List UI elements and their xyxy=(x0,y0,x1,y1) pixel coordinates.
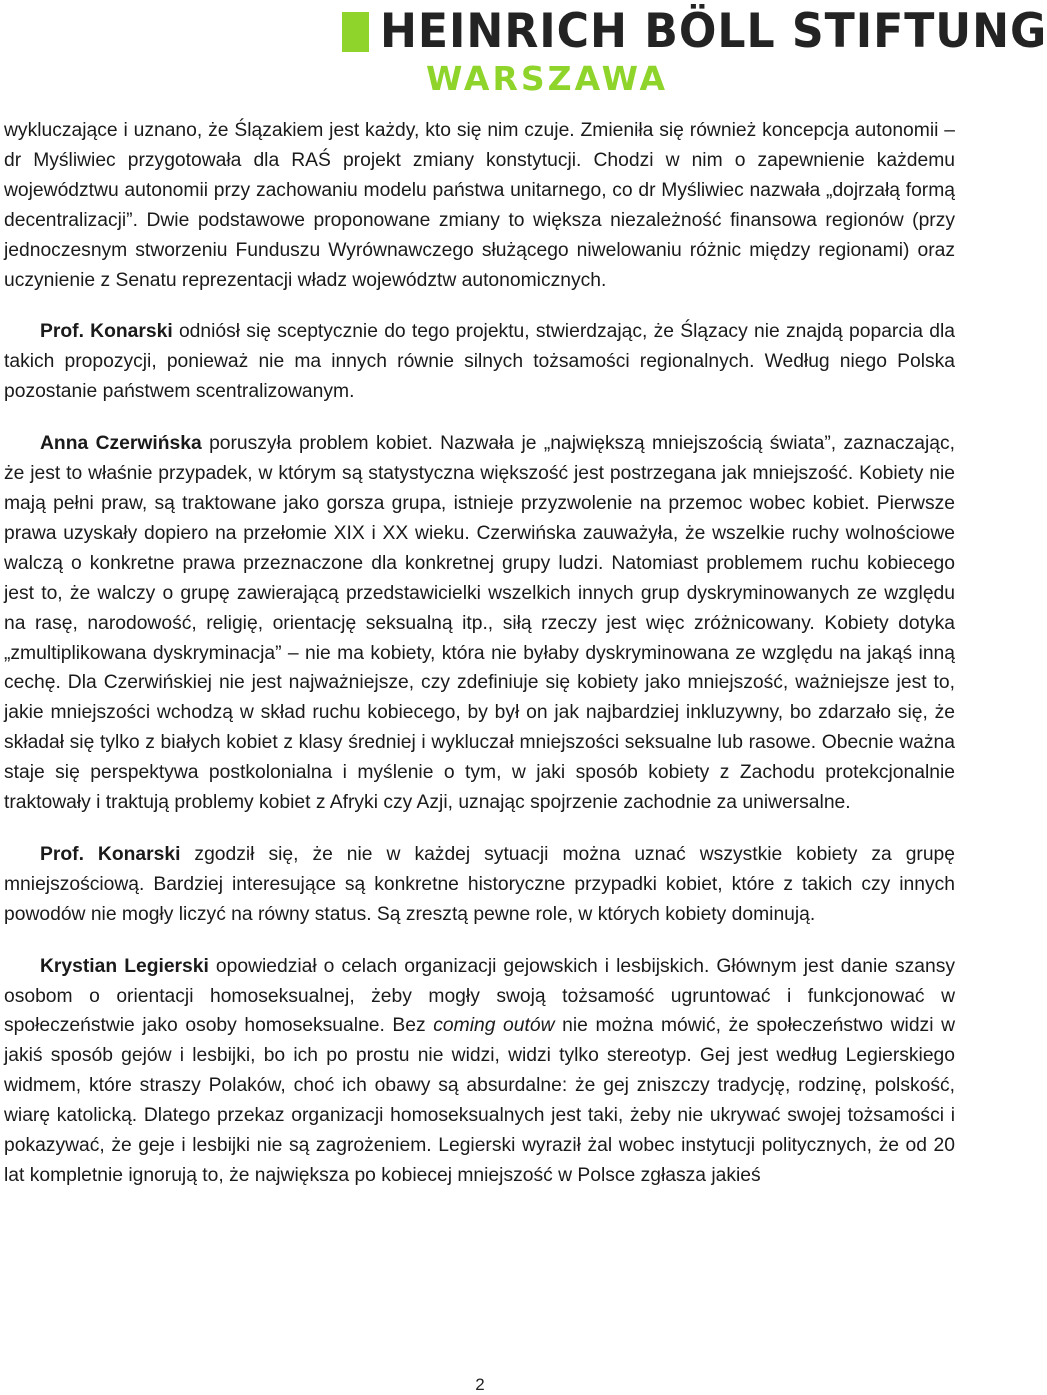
paragraph-text: poruszyła problem kobiet. Nazwała je „największą mniejszością świata”, zaznaczając, że jest to właśnie przypadek, w którym są statystyczna większość jest postrzegana jak mniejszość. Kobiety nie mają pełni praw, są traktowane jako gorsza grupa, istnieje przyzwolenie na przemoc wobec kobiet. Pierwsze prawa uzyskały dopiero na przełomie XIX i XX wieku. Czerwińska zauważyła, że wszelkie ruchy wolnościowe walczą o konkretne prawa przeznaczone dla konkretnej grupy ludzi. Natomiast problemem ruchu kobiecego jest to, że walczy o grupę zawierającą przedstawicielki wszelkich innych grup dyskryminowanych ze względu na rasę, narodowość, religię, orientację seksualną itp., siłą rzeczy jest więc zróżnicowany. Kobiety dotyka „zmultiplikowana dyskryminacja” – nie ma kobiety, która nie byłaby dyskryminowana ze względu na jakąś inną cechę. Dla Czerwińskiej nie jest najważniejsze, czy zdefiniuje się kobiety jako mniejszość, ważniejsze jest to, jakie mniejszości wchodzą w skład ruchu kobiecego, by był on jak najbardziej inkluzywny, bo zdarzało się, że składał się tylko z białych kobiet z klasy średniej i wykluczał mniejszości seksualne lub rasowe. Obecnie ważna staje się perspektywa postkolonialna i myślenie o tym, w jaki sposób kobiety z Zachodu protekcjonalnie traktowały i traktują problemy kobiet z Afryki czy Azji, uznając spojrzenie zachodnie za uniwersalne. xyxy=(4,433,956,814)
italic-term: coming outów xyxy=(433,1015,555,1037)
paragraph-text: zgodził się, że nie w każdej sytuacji można uznać wszystkie kobiety za grupę mniejszościową. Bardziej interesujące są konkretne historyczne przypadki kobiet, które z takich czy innych powodów nie mogły liczyć na równy status. Są zresztą pewne role, w których kobiety dominują. xyxy=(4,843,956,925)
paragraph-czerwinska xyxy=(4,429,955,818)
speaker-name: Krystian Legierski xyxy=(40,955,209,977)
foundation-logo xyxy=(342,2,1047,98)
logo-foundation-name: HEINRICH BÖLL STIFTUNG xyxy=(380,4,1047,59)
paragraph-legierski xyxy=(4,952,955,1191)
paragraph-autonomy xyxy=(4,116,955,295)
logo-green-bar xyxy=(342,12,369,52)
paragraph-konarski-1 xyxy=(4,317,955,407)
paragraph-text: wykluczające i uznano, że Ślązakiem jest każdy, kto się nim czuje. Zmieniła się również koncepcja autonomii – dr Myśliwiec przygotowała dla RAŚ projekt zmiany konstytucji. Chodzi w nim o zapewnienie każdemu województwu autonomii przy zachowaniu modelu państwa unitarnego, co dr Myśliwiec nazwała „dojrzałą formą decentralizacji”. Dwie podstawowe proponowane zmiany to większa niezależność finansowa regionów (przy jednoczesnym stworzeniu Funduszu Wyrównawczego służącego niwelowaniu różnic między regionami) oraz uczynienie z Senatu reprezentacji władz województw autonomicznych. xyxy=(4,120,955,291)
paragraph-text: odniósł się sceptycznie do tego projektu, stwierdzając, że Ślązacy nie znajdą poparcia dla takich propozycji, ponieważ nie ma innych równie silnych tożsamości regionalnych. Według niego Polska pozostanie państwem scentralizowanym. xyxy=(4,321,955,403)
logo-city-name: WARSZAWA xyxy=(426,59,669,98)
paragraph-konarski-2 xyxy=(4,840,955,930)
speaker-name: Anna Czerwińska xyxy=(40,433,202,455)
speaker-name: Prof. Konarski xyxy=(40,321,173,343)
page-number: 2 xyxy=(475,1375,485,1394)
paragraph-text: opowiedział o celach organizacji gejowskich i lesbijskich. Głównym jest danie szansy osobom o orientacji homoseksualnej, żeby mogły swoją tożsamość ugruntować i funkcjonować w społeczeństwie jako osoby homoseksualne. Bez xyxy=(4,955,955,1037)
document-body xyxy=(4,116,955,1213)
paragraph-text: nie można mówić, że społeczeństwo widzi w jakiś sposób gejów i lesbijki, bo ich po prostu nie widzi, widzi tylko stereotyp. Gej jest według Legierskiego widmem, które straszy Polaków, choć ich obawy są absurdalne: że gej zniszczy tradycję, rodzinę, polskość, wiarę katolicką. Dlatego przekaz organizacji homoseksualnych jest taki, żeby nie ukrywać swojej tożsamości i pokazywać, że geje i lesbijki nie są zagrożeniem. Legierski wyraził żal wobec instytucji politycznych, że od 20 lat kompletnie ignorują to, że największa po kobiecej mniejszość w Polsce zgłasza jakieś xyxy=(4,1015,956,1186)
speaker-name: Prof. Konarski xyxy=(40,843,181,865)
